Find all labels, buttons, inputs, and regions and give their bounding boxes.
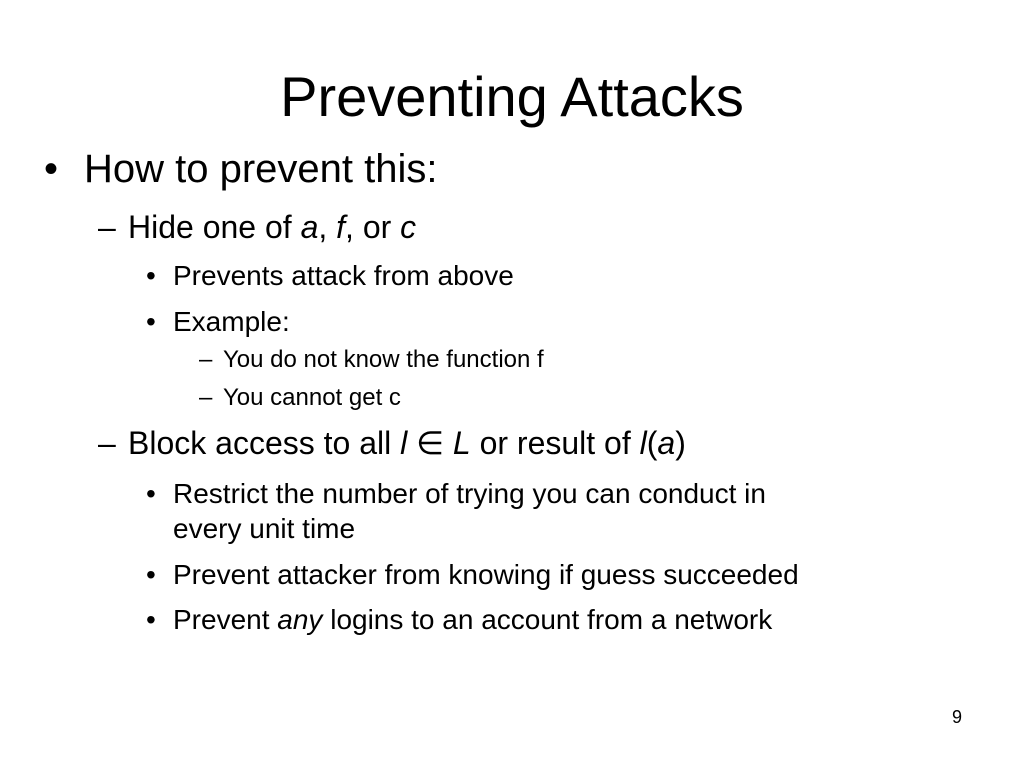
bullet-marker: • (146, 559, 156, 590)
point-prevent-guess: Prevent attacker from knowing if guess succeeded (173, 559, 799, 590)
bullet-marker: • (44, 147, 59, 191)
dash-marker: – (98, 209, 116, 245)
example-item-cannot-get: You cannot get c (223, 384, 401, 411)
slide-title: Preventing Attacks (280, 65, 744, 128)
point-prevent-any (173, 603, 772, 637)
paren-open: ( (646, 425, 658, 461)
page-number: 9 (951, 707, 962, 727)
comma-1: , (318, 209, 337, 245)
var-a-2: a (657, 425, 676, 461)
point-prevents-attack: Prevents attack from above (173, 260, 514, 291)
element-of-symbol: ∈ (407, 425, 453, 461)
prevent-any-suffix: logins to an account from a network (322, 604, 773, 635)
prevent-any-prefix: Prevent (173, 604, 278, 635)
sub-bullet-hide-one (128, 208, 416, 246)
dash-marker: – (199, 346, 213, 373)
block-prefix: Block access to all (128, 425, 401, 461)
var-l: l (400, 425, 408, 461)
prevent-any-emphasis: any (277, 604, 323, 635)
var-l-2: l (639, 425, 647, 461)
dash-marker: – (98, 425, 116, 461)
bullet-how-to-prevent: How to prevent this: (84, 147, 438, 191)
bullet-marker: • (146, 306, 156, 337)
block-middle: or result of (470, 425, 640, 461)
var-c: c (400, 209, 417, 245)
bullet-marker: • (146, 604, 156, 635)
bullet-marker: • (146, 260, 156, 291)
dash-marker: – (199, 384, 213, 411)
var-a: a (300, 209, 319, 245)
paren-close: ) (675, 425, 686, 461)
comma-2: , or (345, 209, 401, 245)
point-example: Example: (173, 306, 290, 337)
bullet-marker: • (146, 478, 156, 509)
example-item-function: You do not know the function f (223, 346, 544, 373)
var-f: f (336, 209, 346, 245)
point-restrict-line-1: Restrict the number of trying you can conduct in (173, 478, 766, 509)
hide-prefix: Hide one of (128, 209, 301, 245)
var-L: L (452, 425, 471, 461)
point-restrict-line-2: every unit time (173, 513, 356, 544)
sub-bullet-block-access (128, 424, 686, 462)
